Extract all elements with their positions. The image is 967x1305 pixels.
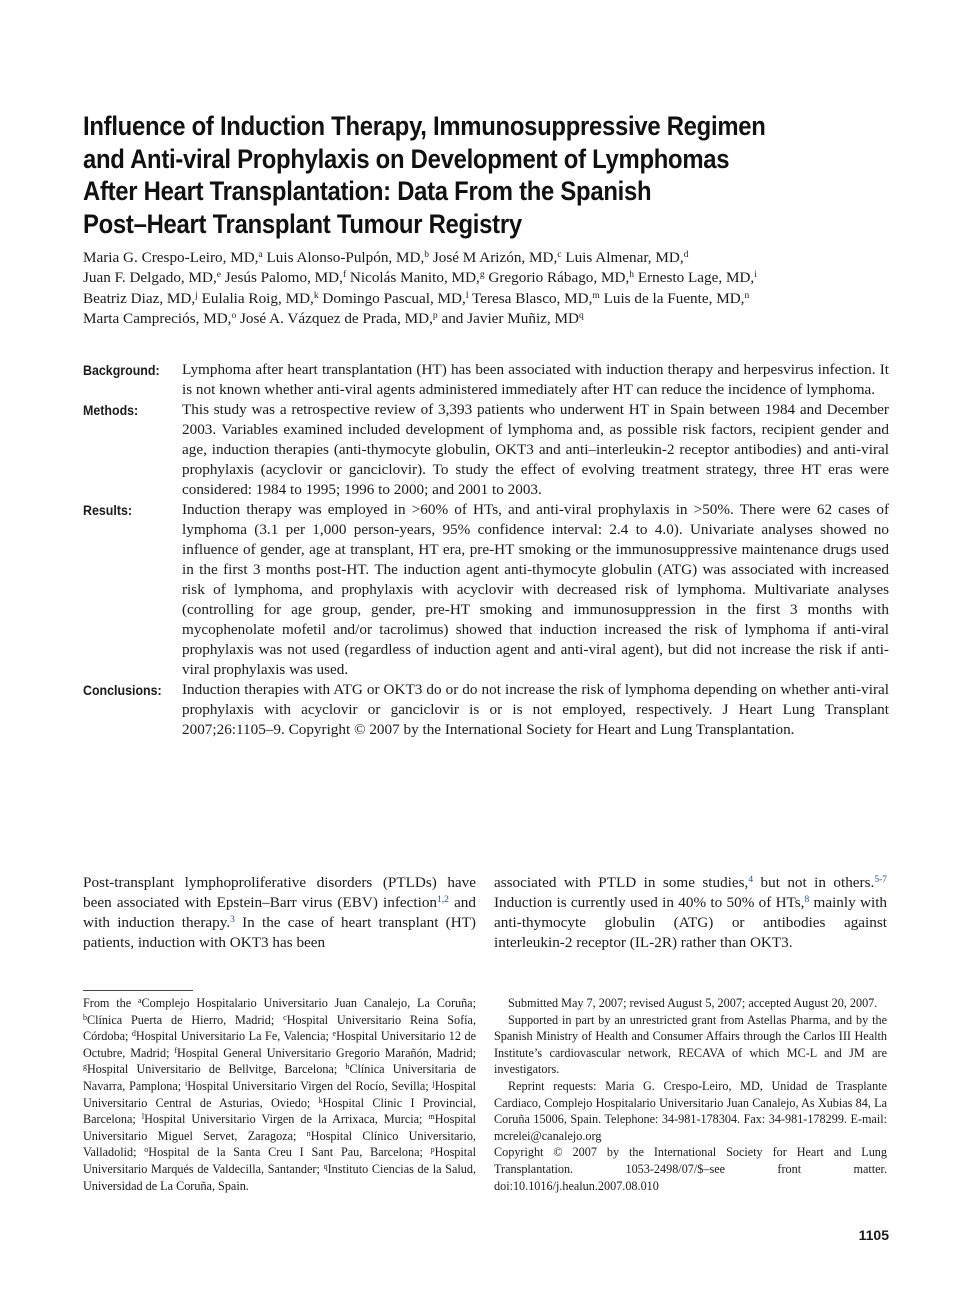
author: Gregorio Rábago, MD,$^h$ bbox=[488, 269, 635, 287]
title-line: After Heart Transplantation: Data From the Spanish bbox=[83, 176, 652, 206]
affiliations-text: From the $^a$Complejo Hospitalario Universitario Juan Canalejo, La Coruña; $^b$Clínica Puerta de Hierro, Madrid; $^c$Hospital Universitario Reina Sofía, Córdoba; $^d$Hospital Universitario La Fe, Valencia; $^e$Hospital Universitario 12 de Octubre, Madrid; $^f$Hospital General Universitario Gregorio Marañón, Madrid; $^g$Hospital Universitario de Bellvitge, Barcelona; $^h$Clínica Universitaria de Navarra, Pamplona; $^i$Hospital Universitario Virgen del Rocío, Sevilla; $^j$Hospital Universitario Central de Asturias, Oviedo; $^k$Hospital Clinic I Provincial, Barcelona; $^l$Hospital Universitario Virgen de la Arrixaca, Murcia; $^m$Hospital Universitario Miguel Servet, Zaragoza; $^n$Hospital Clínico Universitario, Valladolid; $^o$Hospital de la Santa Creu I Sant Pau, Barcelona; $^p$Hospital Universitario Marqués de Valdecilla, Santander; $^q$Instituto Ciencias de la Salud, Universidad de La Coruña, Spain. bbox=[83, 996, 477, 1193]
citation-link[interactable]: 5-7 bbox=[874, 875, 887, 885]
abstract-section-background bbox=[83, 360, 889, 400]
citation-link[interactable]: 1,2 bbox=[437, 895, 449, 905]
abstract-text: Lymphoma after heart transplantation (HT) has been associated with induction therapy and herpesvirus infection. It is not known whether anti-viral agents administered immediately after HT can reduce the incidence of lymphoma. bbox=[182, 361, 889, 398]
title-line: Influence of Induction Therapy, Immunosuppressive Regimen bbox=[83, 111, 766, 141]
author: Luis de la Fuente, MD,$^n$ bbox=[603, 289, 750, 307]
citation-link[interactable]: 3 bbox=[230, 915, 235, 925]
abstract-label: Methods: bbox=[83, 403, 139, 418]
abstract bbox=[83, 360, 889, 740]
abstract-section-methods bbox=[83, 400, 889, 500]
abstract-label: Background: bbox=[83, 363, 160, 378]
author: Luis Almenar, MD,$^d$ bbox=[565, 249, 689, 266]
body-text-left-column: Post-transplant lymphoproliferative disorders (PTLDs) have been associated with Epstein–Barr virus (EBV) infection$^{1,2}$ and with induction therapy.$^3$ In the case of heart transplant (HT) patients, induction with OKT3 has been bbox=[83, 874, 476, 951]
title-line: and Anti-viral Prophylaxis on Development of Lymphomas bbox=[83, 143, 730, 174]
copyright-note: Copyright © 2007 by the International Society for Heart and Lung Transplantation. 1053-2498/07/$–see front matter. doi:10.1016/j.healun.2007.08.010 bbox=[494, 1145, 887, 1193]
author: Domingo Pascual, MD,$^l$ bbox=[322, 289, 469, 307]
author: Ernesto Lage, MD,$^i$ bbox=[637, 269, 757, 287]
author: Marta Campreciós, MD,$^o$ bbox=[83, 309, 237, 327]
reprint-requests: Reprint requests: Maria G. Crespo-Leiro, MD, Unidad de Trasplante Cardiaco, Complejo Hospitalario Universitario Juan Canalejo, As Xubias 84, La Coruña 15006, Spain. Telephone: 34-981-178304. Fax: 34-981-178299. E-mail: mcrelei@canalejo.org bbox=[494, 1078, 887, 1143]
author-list bbox=[83, 248, 903, 329]
citation-link[interactable]: 8 bbox=[804, 895, 810, 905]
author: Luis Alonso-Pulpón, MD,$^b$ bbox=[266, 249, 430, 266]
author: and Javier Muñiz, $MD^q$ bbox=[441, 309, 584, 327]
author: Jesús Palomo, MD,$^f$ bbox=[224, 269, 347, 287]
funding-note: Supported in part by an unrestricted grant from Astellas Pharma, and by the Spanish Ministry of Health and Consumer Affairs through the Carlos III Health Institute’s cardiovascular network, RECAVA of which MC-L and JM are investigators. bbox=[494, 1012, 887, 1077]
author: Eulalia Roig, MD,$^k$ bbox=[201, 289, 319, 307]
body-text-right-column: associated with PTLD in some studies,$^4$ but not in others.$^{5-7}$ Induction is currently used in 40% to 50% of HTs,$^8$ mainly with anti-thymocyte globulin (ATG) or antibodies against interleukin-2 receptor (IL-2R) rather than OKT3. bbox=[494, 874, 888, 951]
author: Maria G. Crespo-Leiro, MD,$^a$ bbox=[83, 249, 263, 266]
submission-footnote bbox=[494, 995, 887, 1194]
author-line bbox=[83, 268, 903, 288]
abstract-label: Results: bbox=[83, 503, 133, 518]
author-line bbox=[83, 309, 903, 329]
title-line: Post–Heart Transplant Tumour Registry bbox=[83, 208, 522, 239]
abstract-text: Induction therapies with ATG or OKT3 do or do not increase the risk of lymphoma depending on whether anti-viral prophylaxis with acyclovir or ganciclovir is or is not employed, respectively. J Heart Lung Transplant 2007;26:1105–9. Copyright © 2007 by the International Society for Heart and Lung Transplantation. bbox=[182, 681, 889, 738]
author-line bbox=[83, 289, 903, 309]
author: Beatriz Diaz, MD,$^j$ bbox=[83, 289, 198, 307]
author: Juan F. Delgado, MD,$^e$ bbox=[83, 269, 221, 287]
author: Teresa Blasco, MD,$^m$ bbox=[472, 289, 600, 307]
author: José M Arizón, MD,$^c$ bbox=[432, 249, 562, 266]
affiliations-footnote bbox=[83, 995, 476, 1194]
abstract-label: Conclusions: bbox=[83, 683, 162, 698]
citation-link[interactable]: 4 bbox=[748, 875, 754, 885]
abstract-section-results bbox=[83, 500, 889, 680]
article-title bbox=[83, 110, 803, 240]
author-line bbox=[83, 248, 903, 268]
author: Nicolás Manito, MD,$^g$ bbox=[349, 269, 485, 287]
abstract-section-conclusions bbox=[83, 680, 889, 740]
page-number: 1105 bbox=[858, 1227, 889, 1243]
footnote-divider bbox=[83, 990, 193, 991]
submission-dates: Submitted May 7, 2007; revised August 5, 2007; accepted August 20, 2007. bbox=[508, 996, 878, 1010]
abstract-text: This study was a retrospective review of 3,393 patients who underwent HT in Spain between 1984 and December 2003. Variables examined included development of lymphoma and, as possible risk factors, recipient gender and age, induction therapies (anti-thymocyte globulin, OKT3 and anti–interleukin-2 receptor antibodies) and anti-viral prophylaxis (acyclovir or ganciclovir). To study the effect of evolving treatment strategy, three HT eras were considered: 1984 to 1995; 1996 to 2000; and 2001 to 2003. bbox=[182, 401, 889, 498]
author: José A. Vázquez de Prada, MD,$^p$ bbox=[240, 309, 438, 327]
abstract-text: Induction therapy was employed in >60% of HTs, and anti-viral prophylaxis in >50%. There were 62 cases of lymphoma (3.1 per 1,000 person-years, 95% confidence interval: 2.4 to 4.0). Univariate analyses showed no influence of gender, age at transplant, HT era, pre-HT smoking or the immunosuppressive maintenance drugs used in the first 3 months post-HT. The induction agent anti-thymocyte globulin (ATG) was associated with increased risk of lymphoma, and prophylaxis with acyclovir with decreased risk of lymphoma. Multivariate analyses (controlling for age group, gender, pre-HT smoking and immunosuppression in the first 3 months with mycophenolate mofetil and/or tacrolimus) showed that induction increased the risk of lymphoma if anti-viral prophylaxis was not used (regardless of induction agent and anti-viral agent), but did not increase the risk if anti-viral prophylaxis was used. bbox=[182, 501, 889, 678]
